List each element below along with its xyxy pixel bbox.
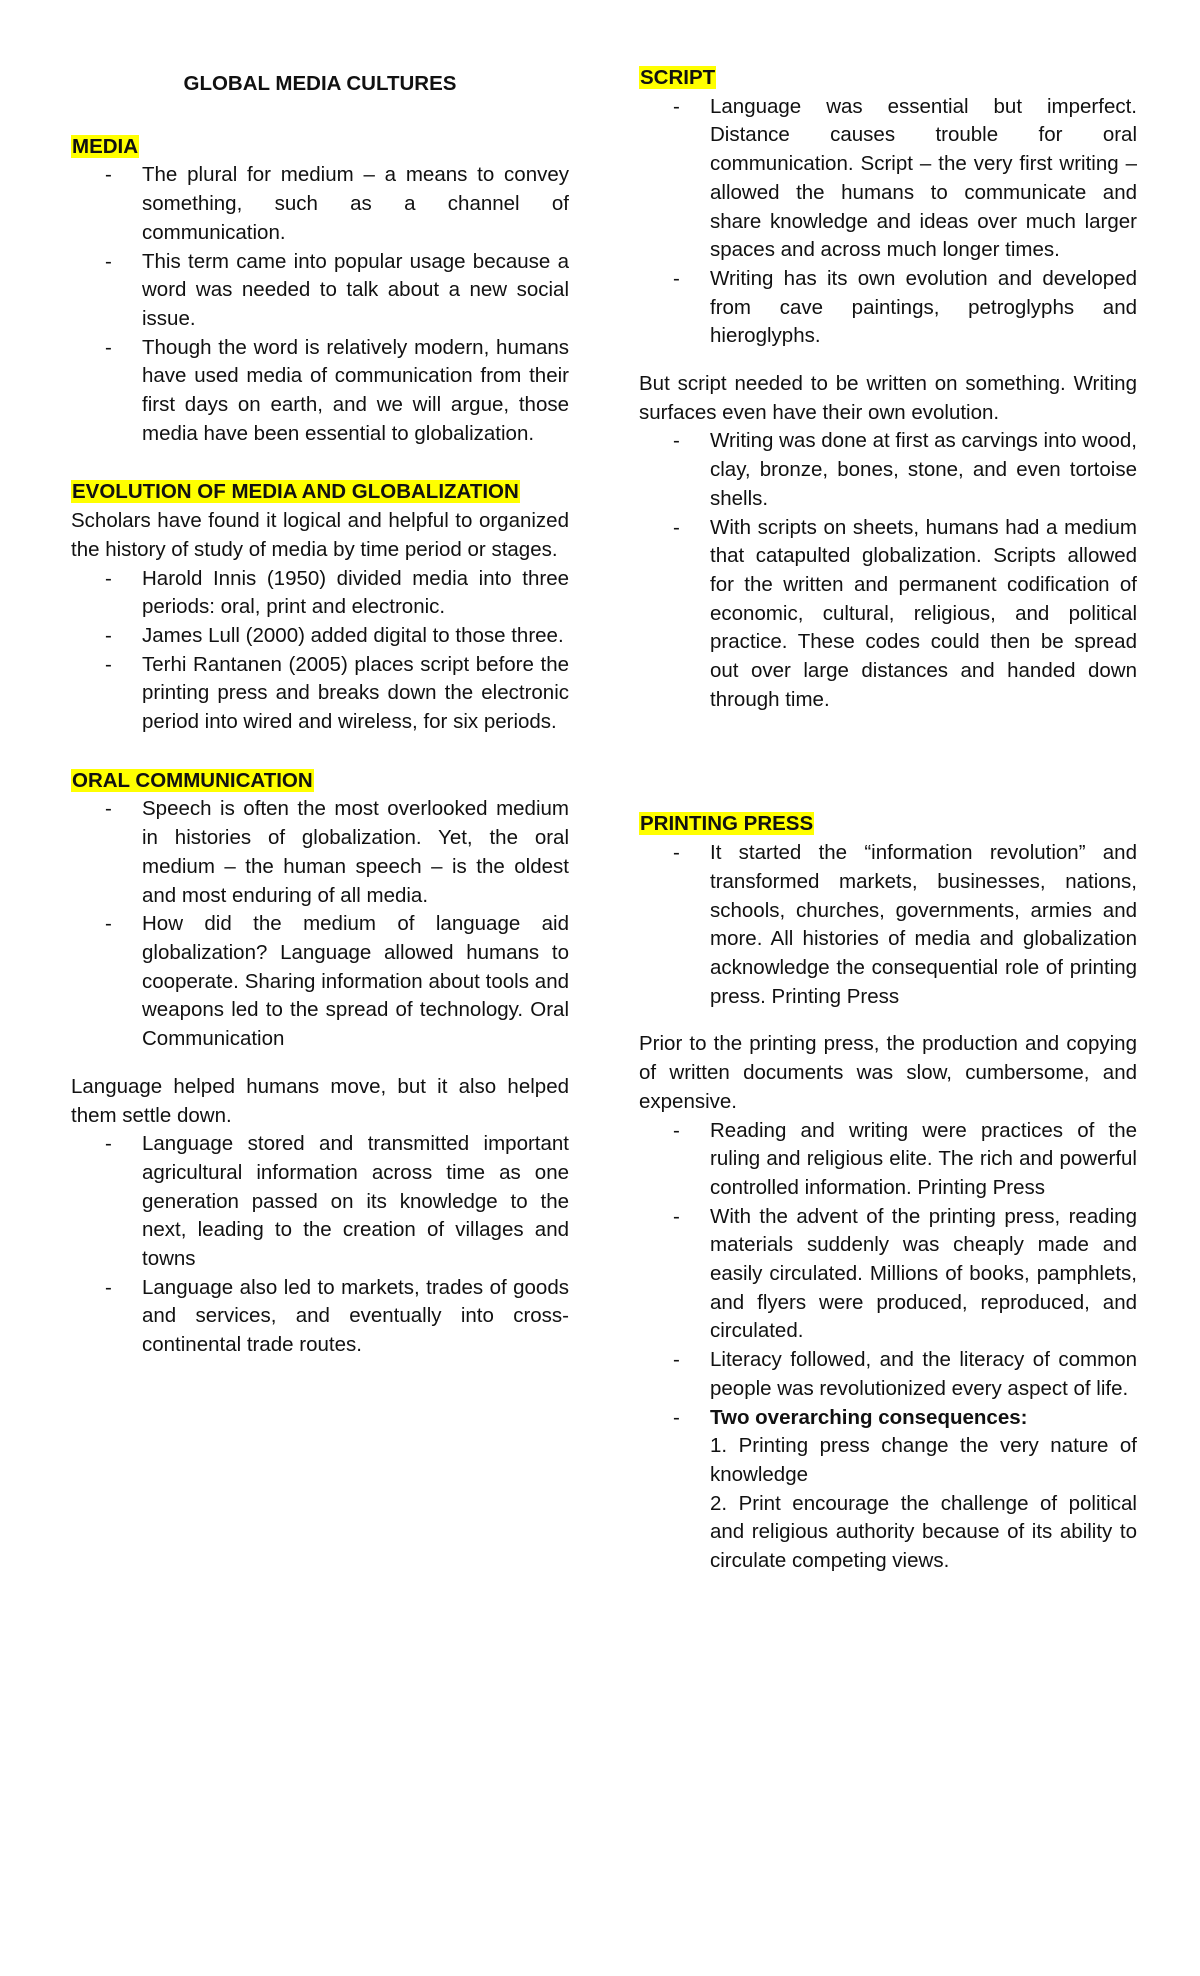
script-heading: SCRIPT (640, 66, 716, 89)
evolution-heading: EVOLUTION OF MEDIA AND GLOBALIZATION (72, 480, 519, 504)
list-item: - Language stored and transmitted important agricultural information across time as one generation passed on its knowledge to the next, leading to the creation of villages and towns (71, 1130, 569, 1274)
evolution-intro: Scholars have found it logical and helpful to organized the history of study of media by time period or stages. (71, 509, 569, 561)
list-item: - Terhi Rantanen (2005) places script before the printing press and breaks down the electronic period into wired and wireless, for six periods. (71, 651, 569, 737)
script-list-2 (639, 427, 1137, 714)
left-column (71, 64, 569, 1360)
consequence-2: 2. Print encourage the challenge of political and religious authority because of its ability to circulate competing views. (710, 1491, 1137, 1573)
script-paragraph: But script needed to be written on something. Writing surfaces even have their own evolution. (639, 372, 1137, 424)
list-item: - How did the medium of language aid globalization? Language allowed humans to cooperate. Sharing information about tools and weapons led to the spread of technology. Oral Communication (71, 910, 569, 1054)
media-heading: MEDIA (72, 134, 139, 158)
list-item: - Writing was done at first as carvings into wood, clay, bronze, bones, stone, and even tortoise shells. (639, 427, 1137, 513)
list-item: - Language was essential but imperfect. Distance causes trouble for oral communication. Script – the very first writing – allowed the humans to communicate and share knowledge and ideas over much larger spaces and across much longer times. (639, 93, 1137, 265)
list-item: - Speech is often the most overlooked medium in histories of globalization. Yet, the oral medium – the human speech – is the oldest and most enduring of all media. (71, 795, 569, 910)
list-item: - With scripts on sheets, humans had a medium that catapulted globalization. Scripts allowed for the written and permanent codification of economic, cultural, religious, and political practice. These codes could then be spread out over large distances and handed down through time. (639, 514, 1137, 715)
document-title: GLOBAL MEDIA CULTURES (183, 72, 457, 95)
consequences-item (639, 1404, 1137, 1576)
evolution-list (71, 565, 569, 737)
list-item: - Literacy followed, and the literacy of common people was revolutionized every aspect of life. (639, 1346, 1137, 1403)
printing-list-2 (639, 1117, 1137, 1576)
script-list (639, 93, 1137, 351)
list-item: - Reading and writing were practices of the ruling and religious elite. The rich and powerful controlled information. Printing Press (639, 1117, 1137, 1203)
right-column (639, 64, 1137, 1576)
consequences-label: - Two overarching consequences: (710, 1405, 1028, 1429)
printing-paragraph: Prior to the printing press, the production and copying of written documents was slow, cumbersome, and expensive. (639, 1032, 1137, 1113)
list-item: - This term came into popular usage because a word was needed to talk about a new social issue. (71, 248, 569, 334)
list-item: - With the advent of the printing press, reading materials suddenly was cheaply made and easily circulated. Millions of books, pamphlets, and flyers were produced, reproduced, and circulated. (639, 1203, 1137, 1347)
list-item: - Harold Innis (1950) divided media into three periods: oral, print and electronic. (71, 565, 569, 622)
media-list (71, 161, 569, 448)
consequence-1: 1. Printing press change the very nature of knowledge (710, 1434, 1137, 1486)
oral-paragraph: Language helped humans move, but it also helped them settle down. (71, 1074, 569, 1127)
list-item: - Language also led to markets, trades of goods and services, and eventually into cross-continental trade routes. (71, 1274, 569, 1360)
list-item: - Writing has its own evolution and developed from cave paintings, petroglyphs and hieroglyphs. (639, 265, 1137, 351)
printing-press-heading: PRINTING PRESS (640, 812, 814, 836)
printing-list (639, 839, 1137, 1011)
list-item: - The plural for medium – a means to convey something, such as a channel of communication. (71, 161, 569, 247)
list-item: - Though the word is relatively modern, humans have used media of communication from their first days on earth, and we will argue, those media have been essential to globalization. (71, 334, 569, 449)
oral-list-2 (71, 1130, 569, 1360)
list-item: - James Lull (2000) added digital to those three. (71, 622, 569, 651)
list-item: - It started the “information revolution” and transformed markets, businesses, nations, schools, churches, governments, armies and more. All histories of media and globalization acknowledge the consequential role of printing press. Printing Press (639, 839, 1137, 1011)
oral-list (71, 795, 569, 1053)
oral-communication-heading: ORAL COMMUNICATION (72, 768, 313, 792)
